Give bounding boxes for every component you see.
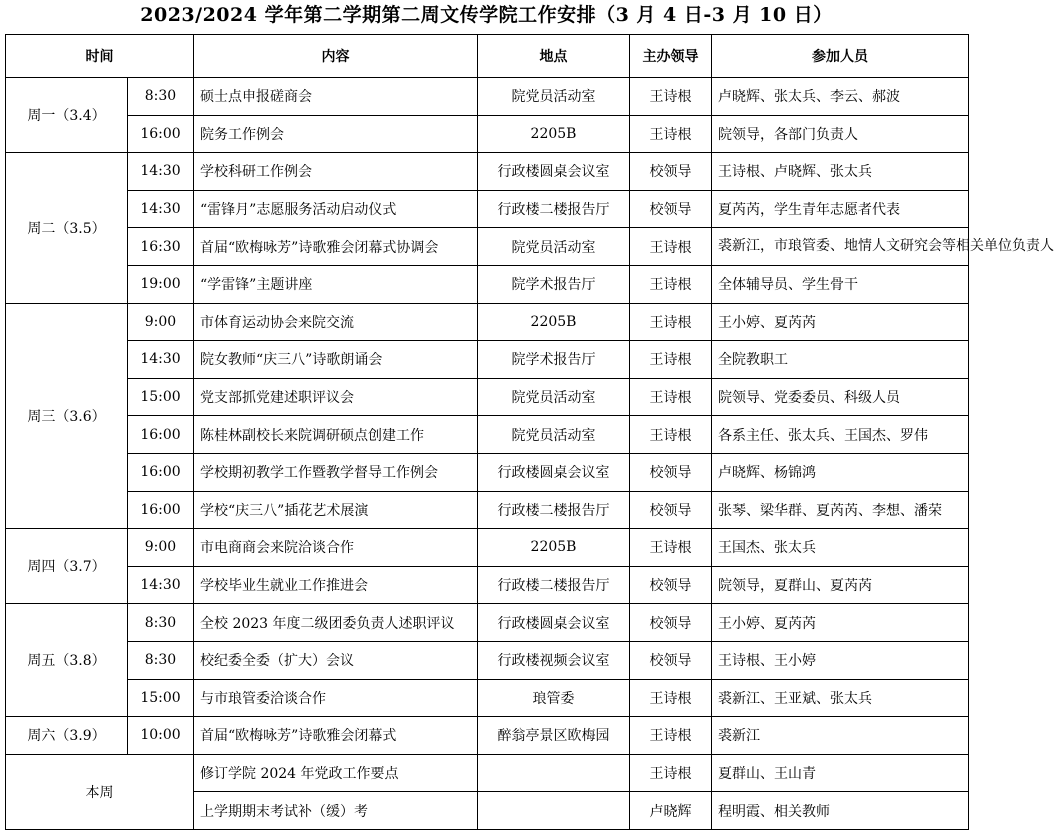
header-row bbox=[6, 35, 969, 78]
location-cell: 2205B bbox=[478, 529, 630, 567]
participants-cell: 院领导，各部门负责人 bbox=[712, 115, 969, 153]
location-cell: 行政楼二楼报告厅 bbox=[478, 566, 630, 604]
time-cell: 14:30 bbox=[128, 341, 194, 379]
time-cell: 8:30 bbox=[128, 78, 194, 116]
time-cell: 15:00 bbox=[128, 378, 194, 416]
location-cell: 琅管委 bbox=[478, 679, 630, 717]
content-cell: 全校 2023 年度二级团委负责人述职评议 bbox=[194, 604, 478, 642]
location-cell: 行政楼圆桌会议室 bbox=[478, 604, 630, 642]
table-row bbox=[6, 717, 969, 755]
participants-cell: 全体辅导员、学生骨干 bbox=[712, 265, 969, 303]
time-cell: 16:00 bbox=[128, 453, 194, 491]
location-cell: 院党员活动室 bbox=[478, 378, 630, 416]
header-content: 内容 bbox=[194, 35, 478, 78]
leader-cell: 王诗根 bbox=[630, 303, 712, 341]
time-cell: 15:00 bbox=[128, 679, 194, 717]
leader-cell: 王诗根 bbox=[630, 78, 712, 116]
table-row bbox=[6, 679, 969, 717]
leader-cell: 王诗根 bbox=[630, 717, 712, 755]
location-cell: 行政楼圆桌会议室 bbox=[478, 453, 630, 491]
content-cell: 首届“欧梅咏芳”诗歌雅会闭幕式协调会 bbox=[194, 228, 478, 266]
participants-cell: 院领导、党委委员、科级人员 bbox=[712, 378, 969, 416]
table-row bbox=[6, 78, 969, 116]
content-cell: 上学期期末考试补（缓）考 bbox=[194, 792, 478, 830]
participants-cell: 王小婷、夏芮芮 bbox=[712, 604, 969, 642]
location-cell: 行政楼二楼报告厅 bbox=[478, 491, 630, 529]
table-row bbox=[6, 153, 969, 191]
content-cell: 与市琅管委洽谈合作 bbox=[194, 679, 478, 717]
table-row bbox=[6, 115, 969, 153]
leader-cell: 校领导 bbox=[630, 153, 712, 191]
content-cell: 学校期初教学工作暨教学督导工作例会 bbox=[194, 453, 478, 491]
day-label: 周三（3.6） bbox=[6, 303, 128, 529]
day-label: 周二（3.5） bbox=[6, 153, 128, 303]
table-row bbox=[6, 604, 969, 642]
participants-cell: 王国杰、张太兵 bbox=[712, 529, 969, 567]
participants-cell: 各系主任、张太兵、王国杰、罗伟 bbox=[712, 416, 969, 454]
location-cell: 院党员活动室 bbox=[478, 416, 630, 454]
participants-cell: 裘新江、王亚斌、张太兵 bbox=[712, 679, 969, 717]
table-row bbox=[6, 529, 969, 567]
schedule-table bbox=[5, 34, 1054, 830]
content-cell: 院女教师“庆三八”诗歌朗诵会 bbox=[194, 341, 478, 379]
leader-cell: 校领导 bbox=[630, 453, 712, 491]
header-leader: 主办领导 bbox=[630, 35, 712, 78]
table-row bbox=[6, 453, 969, 491]
table-row bbox=[6, 265, 969, 303]
time-cell: 9:00 bbox=[128, 303, 194, 341]
participants-cell: 王诗根、卢晓辉、张太兵 bbox=[712, 153, 969, 191]
location-cell: 院学术报告厅 bbox=[478, 265, 630, 303]
table-row bbox=[6, 566, 969, 604]
day-label: 周四（3.7） bbox=[6, 529, 128, 604]
location-cell: 2205B bbox=[478, 115, 630, 153]
participants-cell: 夏芮芮，学生青年志愿者代表 bbox=[712, 190, 969, 228]
content-cell: 首届“欧梅咏芳”诗歌雅会闭幕式 bbox=[194, 717, 478, 755]
time-cell: 8:30 bbox=[128, 641, 194, 679]
leader-cell: 王诗根 bbox=[630, 754, 712, 792]
leader-cell: 王诗根 bbox=[630, 115, 712, 153]
participants-cell: 王诗根、王小婷 bbox=[712, 641, 969, 679]
content-cell: 党支部抓党建述职评议会 bbox=[194, 378, 478, 416]
table-row bbox=[6, 190, 969, 228]
location-cell: 院学术报告厅 bbox=[478, 341, 630, 379]
content-cell: “学雷锋”主题讲座 bbox=[194, 265, 478, 303]
location-cell bbox=[478, 792, 630, 830]
time-cell: 10:00 bbox=[128, 717, 194, 755]
location-cell bbox=[478, 754, 630, 792]
table-row bbox=[6, 228, 969, 266]
participants-cell: 王小婷、夏芮芮 bbox=[712, 303, 969, 341]
day-label: 周六（3.9） bbox=[6, 717, 128, 755]
participants-cell: 张琴、梁华群、夏芮芮、李想、潘荣 bbox=[712, 491, 969, 529]
leader-cell: 校领导 bbox=[630, 641, 712, 679]
location-cell: 院党员活动室 bbox=[478, 228, 630, 266]
location-cell: 行政楼圆桌会议室 bbox=[478, 153, 630, 191]
leader-cell: 校领导 bbox=[630, 566, 712, 604]
location-cell: 行政楼视频会议室 bbox=[478, 641, 630, 679]
content-cell: 市电商商会来院洽谈合作 bbox=[194, 529, 478, 567]
participants-cell: 裘新江 bbox=[712, 717, 969, 755]
participants-cell: 院领导，夏群山、夏芮芮 bbox=[712, 566, 969, 604]
time-cell: 14:30 bbox=[128, 566, 194, 604]
leader-cell: 王诗根 bbox=[630, 341, 712, 379]
time-cell: 8:30 bbox=[128, 604, 194, 642]
time-cell: 14:30 bbox=[128, 153, 194, 191]
content-cell: 修订学院 2024 年党政工作要点 bbox=[194, 754, 478, 792]
content-cell: 学校毕业生就业工作推进会 bbox=[194, 566, 478, 604]
time-cell: 9:00 bbox=[128, 529, 194, 567]
leader-cell: 王诗根 bbox=[630, 679, 712, 717]
table-row bbox=[6, 754, 969, 792]
content-cell: “雷锋月”志愿服务活动启动仪式 bbox=[194, 190, 478, 228]
participants-cell: 程明霞、相关教师 bbox=[712, 792, 969, 830]
leader-cell: 校领导 bbox=[630, 190, 712, 228]
content-cell: 陈桂林副校长来院调研硕点创建工作 bbox=[194, 416, 478, 454]
participants-cell: 卢晓辉、张太兵、李云、郝波 bbox=[712, 78, 969, 116]
participants-cell: 卢晓辉、杨锦鸿 bbox=[712, 453, 969, 491]
table-row bbox=[6, 303, 969, 341]
leader-cell: 王诗根 bbox=[630, 416, 712, 454]
time-cell: 14:30 bbox=[128, 190, 194, 228]
leader-cell: 校领导 bbox=[630, 604, 712, 642]
table-row bbox=[6, 416, 969, 454]
participants-cell: 裘新江，市琅管委、地情人文研究会等相关单位负责人 bbox=[712, 228, 969, 266]
content-cell: 学校“庆三八”插花艺术展演 bbox=[194, 491, 478, 529]
time-cell: 19:00 bbox=[128, 265, 194, 303]
time-cell: 16:00 bbox=[128, 416, 194, 454]
location-cell: 2205B bbox=[478, 303, 630, 341]
header-participants: 参加人员 bbox=[712, 35, 969, 78]
content-cell: 硕士点申报磋商会 bbox=[194, 78, 478, 116]
table-row bbox=[6, 341, 969, 379]
location-cell: 院党员活动室 bbox=[478, 78, 630, 116]
leader-cell: 王诗根 bbox=[630, 378, 712, 416]
time-cell: 16:30 bbox=[128, 228, 194, 266]
table-row bbox=[6, 491, 969, 529]
leader-cell: 卢晓辉 bbox=[630, 792, 712, 830]
time-cell: 16:00 bbox=[128, 115, 194, 153]
leader-cell: 校领导 bbox=[630, 491, 712, 529]
header-location: 地点 bbox=[478, 35, 630, 78]
leader-cell: 王诗根 bbox=[630, 228, 712, 266]
participants-cell: 全院教职工 bbox=[712, 341, 969, 379]
table-row bbox=[6, 641, 969, 679]
content-cell: 校纪委全委（扩大）会议 bbox=[194, 641, 478, 679]
week-label: 本周 bbox=[6, 754, 194, 829]
day-label: 周五（3.8） bbox=[6, 604, 128, 717]
header-time: 时间 bbox=[6, 35, 194, 78]
content-cell: 市体育运动协会来院交流 bbox=[194, 303, 478, 341]
location-cell: 醉翁亭景区欧梅园 bbox=[478, 717, 630, 755]
time-cell: 16:00 bbox=[128, 491, 194, 529]
day-label: 周一（3.4） bbox=[6, 78, 128, 153]
table-row bbox=[6, 378, 969, 416]
leader-cell: 王诗根 bbox=[630, 529, 712, 567]
content-cell: 学校科研工作例会 bbox=[194, 153, 478, 191]
location-cell: 行政楼二楼报告厅 bbox=[478, 190, 630, 228]
leader-cell: 王诗根 bbox=[630, 265, 712, 303]
page-title: 2023/2024 学年第二学期第二周文传学院工作安排（3 月 4 日-3 月 10 日） bbox=[140, 4, 833, 26]
participants-cell: 夏群山、王山青 bbox=[712, 754, 969, 792]
content-cell: 院务工作例会 bbox=[194, 115, 478, 153]
